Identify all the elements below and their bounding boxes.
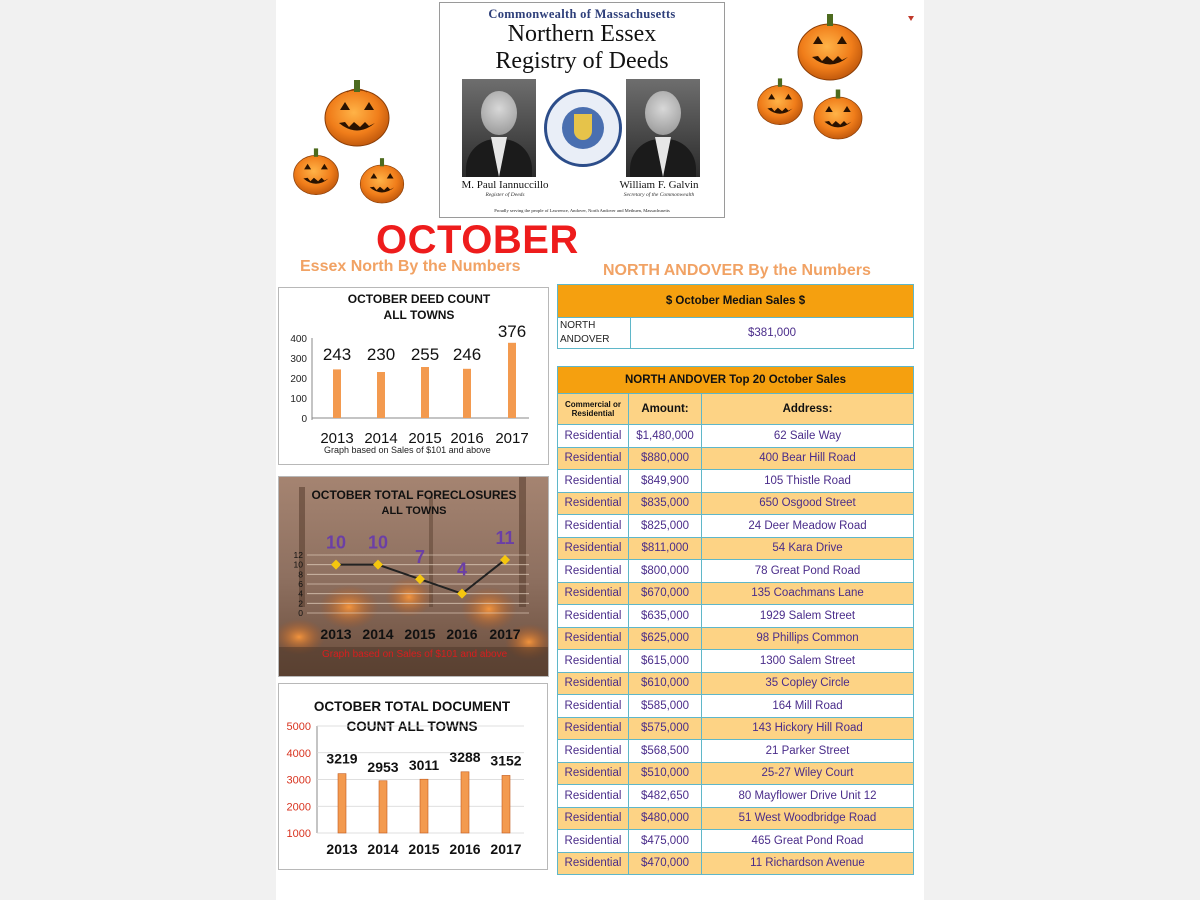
sale-address-cell: 164 Mill Road [702,695,914,718]
registry-title-line1: Northern Essex [507,21,657,47]
sale-amount-cell: $575,000 [629,717,702,740]
bar [502,775,510,833]
data-label: 3288 [449,748,481,765]
x-tick-label: 2017 [490,841,522,857]
x-tick-label: 2015 [408,841,440,857]
sale-address-cell: 400 Bear Hill Road [702,447,914,470]
registry-title [440,21,724,75]
sale-address-cell: 98 Phillips Common [702,627,914,650]
sale-address-cell: 1300 Salem Street [702,650,914,673]
sale-amount-cell: $835,000 [629,492,702,515]
y-tick-label: 10 [293,559,303,570]
table-row [558,785,914,808]
data-label: 7 [414,547,426,568]
sale-type-cell: Residential [558,492,629,515]
data-label: 230 [366,345,396,364]
x-tick-label: 2017 [495,430,529,447]
month-title: OCTOBER [376,218,579,262]
document-chart-title-line1: OCTOBER TOTAL DOCUMENT [313,699,511,714]
right-section-title: NORTH ANDOVER By the Numbers [603,262,871,279]
table-row [558,515,914,538]
sale-amount-cell: $615,000 [629,650,702,673]
register-name: M. Paul Iannuccillo [461,179,549,191]
sale-type-cell: Residential [558,582,629,605]
sale-amount-cell: $470,000 [629,852,702,875]
bar [420,779,428,833]
x-tick-label: 2014 [367,841,399,857]
sale-amount-cell: $849,900 [629,470,702,493]
sale-address-cell: 11 Richardson Avenue [702,852,914,875]
sale-type-cell: Residential [558,470,629,493]
data-label: 243 [322,345,352,364]
top-sales-title: NORTH ANDOVER Top 20 October Sales [558,367,914,394]
sale-type-cell: Residential [558,807,629,830]
table-row [558,717,914,740]
bar [379,781,387,833]
foreclosure-panel [278,476,549,677]
y-tick-label: 4 [298,588,303,599]
x-tick-label: 2016 [446,626,478,642]
table-row [558,650,914,673]
foreclosure-chart-title-line2: ALL TOWNS [381,505,447,517]
table-row [558,627,914,650]
y-tick-label: 2000 [286,801,311,814]
commonwealth-label: Commonwealth of Massachusetts [488,7,676,21]
sale-type-cell: Residential [558,650,629,673]
deed-chart-title-line2: ALL TOWNS [383,308,455,322]
register-photo [462,79,536,177]
table-row [558,470,914,493]
bar [463,369,471,418]
col-header-address: Address: [702,394,914,425]
data-label: 10 [325,532,347,553]
y-tick-label: 5000 [286,721,311,733]
foreclosure-chart-title-line1: OCTOBER TOTAL FORECLOSURES [311,488,517,502]
registry-header [439,2,725,218]
sale-type-cell: Residential [558,717,629,740]
bar [333,369,341,418]
table-row [558,807,914,830]
sale-address-cell: 35 Copley Circle [702,672,914,695]
data-label: 10 [367,532,389,553]
foreclosure-chart-note: Graph based on Sales of $101 and above [322,649,508,660]
data-label: 3219 [326,750,358,767]
sale-type-cell: Residential [558,852,629,875]
foreclosure-chart [279,477,548,676]
table-row [558,852,914,875]
sale-address-cell: 25-27 Wiley Court [702,762,914,785]
data-label: 255 [410,345,440,364]
registry-title-line2: Registry of Deeds [495,48,669,74]
document-chart-title-line2: COUNT ALL TOWNS [346,719,478,734]
secretary-role: Secretary of the Commonwealth [623,192,695,198]
data-label: 2953 [367,758,399,775]
deed-count-panel [278,287,549,465]
sale-type-cell: Residential [558,740,629,763]
sale-amount-cell: $625,000 [629,627,702,650]
sale-type-cell: Residential [558,537,629,560]
sale-address-cell: 143 Hickory Hill Road [702,717,914,740]
sale-amount-cell: $825,000 [629,515,702,538]
sale-address-cell: 105 Thistle Road [702,470,914,493]
deed-count-chart [279,288,548,464]
sale-amount-cell: $635,000 [629,605,702,628]
bar [421,367,429,418]
sale-type-cell: Residential [558,627,629,650]
bar [338,774,346,833]
deed-chart-title-line1: OCTOBER DEED COUNT [347,292,491,306]
table-row [558,582,914,605]
x-tick-label: 2015 [408,430,442,447]
x-tick-label: 2014 [364,430,398,447]
document-count-panel [278,683,548,870]
y-tick-label: 0 [298,608,303,618]
sale-type-cell: Residential [558,605,629,628]
x-tick-label: 2015 [404,626,436,642]
data-label: 3152 [490,752,522,769]
table-row [558,537,914,560]
table-row [558,740,914,763]
sale-address-cell: 24 Deer Meadow Road [702,515,914,538]
bar [377,372,385,418]
bar [461,772,469,833]
median-value: $381,000 [631,318,914,349]
table-row [558,672,914,695]
y-tick-label: 0 [301,414,307,425]
col-header-amount: Amount: [629,394,702,425]
x-tick-label: 2014 [362,626,394,642]
secretary-name: William F. Galvin [619,179,699,191]
service-footer: Proudly serving the people of Lawrence, Andover, North Andover and Methuen, Massachusetts [494,208,670,213]
table-row [558,560,914,583]
data-point [331,560,341,570]
sale-type-cell: Residential [558,672,629,695]
sale-amount-cell: $510,000 [629,762,702,785]
y-tick-label: 2 [298,598,303,609]
sale-address-cell: 54 Kara Drive [702,537,914,560]
y-tick-label: 12 [293,550,303,560]
y-tick-label: 200 [290,374,307,385]
y-tick-label: 300 [290,354,307,365]
y-tick-label: 3000 [286,774,311,787]
y-tick-label: 1000 [286,828,311,840]
median-sales-table [557,284,914,349]
y-tick-label: 400 [290,334,307,345]
table-row [558,492,914,515]
sale-address-cell: 51 West Woodbridge Road [702,807,914,830]
sale-address-cell: 650 Osgood Street [702,492,914,515]
table-row [558,830,914,853]
data-label: 4 [456,559,468,580]
table-row [558,695,914,718]
sale-address-cell: 80 Mayflower Drive Unit 12 [702,785,914,808]
sale-amount-cell: $800,000 [629,560,702,583]
commonwealth-seal-icon [544,89,622,167]
table-row [558,605,914,628]
top-sales-table [557,366,914,875]
sale-address-cell: 78 Great Pond Road [702,560,914,583]
register-role: Register of Deeds [485,192,525,198]
table-row [558,425,914,448]
y-tick-label: 100 [290,394,307,405]
x-tick-label: 2013 [320,430,354,447]
data-point [415,574,425,584]
col-header-type: Commercial or Residential [558,394,629,425]
data-label: 11 [495,527,515,548]
sale-amount-cell: $480,000 [629,807,702,830]
median-sales-title: $ October Median Sales $ [558,285,914,318]
sale-amount-cell: $811,000 [629,537,702,560]
data-label: 376 [497,321,527,341]
sale-amount-cell: $482,650 [629,785,702,808]
y-tick-label: 4000 [286,747,311,760]
bar [508,343,516,418]
sale-amount-cell: $475,000 [629,830,702,853]
sale-type-cell: Residential [558,447,629,470]
corner-marker-icon [908,16,914,21]
x-tick-label: 2017 [489,626,521,642]
table-row [558,447,914,470]
deed-chart-note: Graph based on Sales of $101 and above [324,445,491,455]
sale-amount-cell: $880,000 [629,447,702,470]
sale-address-cell: 135 Coachmans Lane [702,582,914,605]
sale-type-cell: Residential [558,785,629,808]
data-label: 3011 [408,757,440,774]
sale-type-cell: Residential [558,425,629,448]
x-tick-label: 2016 [449,841,481,857]
x-tick-label: 2016 [450,430,484,447]
sale-amount-cell: $568,500 [629,740,702,763]
sale-address-cell: 62 Saile Way [702,425,914,448]
sale-amount-cell: $670,000 [629,582,702,605]
left-section-title: Essex North By the Numbers [300,258,521,275]
sale-type-cell: Residential [558,762,629,785]
sale-address-cell: 1929 Salem Street [702,605,914,628]
data-label: 246 [452,345,482,364]
sale-amount-cell: $1,480,000 [629,425,702,448]
sale-type-cell: Residential [558,695,629,718]
sale-amount-cell: $585,000 [629,695,702,718]
x-tick-label: 2013 [326,841,358,857]
document-count-chart [279,684,547,869]
secretary-photo [626,79,700,177]
x-tick-label: 2013 [320,626,352,642]
y-tick-label: 8 [298,569,303,580]
sale-type-cell: Residential [558,515,629,538]
sale-type-cell: Residential [558,560,629,583]
median-town: NORTH ANDOVER [558,318,631,349]
data-point [373,560,383,570]
sale-address-cell: 21 Parker Street [702,740,914,763]
y-tick-label: 6 [298,579,303,589]
sale-type-cell: Residential [558,830,629,853]
sale-amount-cell: $610,000 [629,672,702,695]
table-row [558,762,914,785]
sale-address-cell: 465 Great Pond Road [702,830,914,853]
